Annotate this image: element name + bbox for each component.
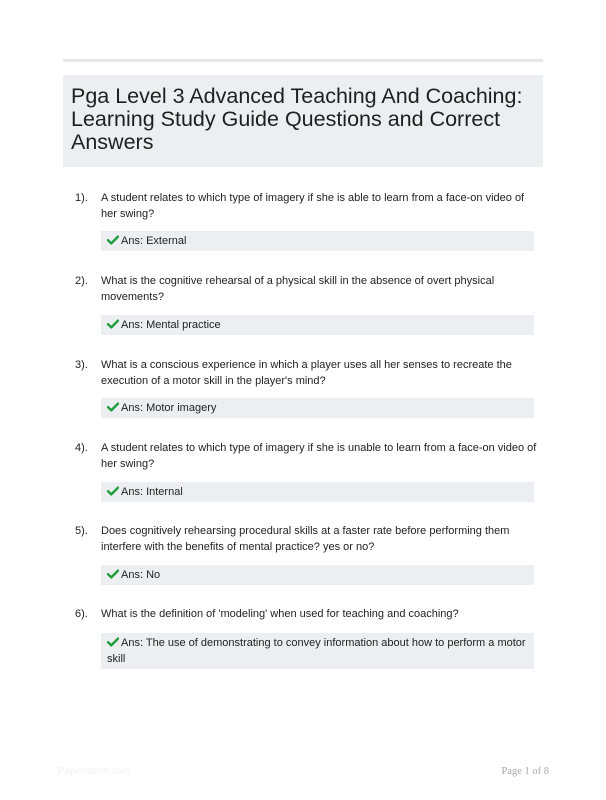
check-icon (107, 235, 119, 245)
answer-text: Ans: The use of demonstrating to convey information about how to perform a motor skill (107, 637, 526, 665)
answer-text: Ans: Mental practice (121, 319, 221, 331)
question-text: A student relates to which type of imagery if she is able to learn from a face-on video of her swing? (101, 192, 525, 220)
answer-box (101, 565, 534, 585)
answer-box (101, 482, 534, 502)
answer-text: Ans: No (121, 569, 161, 581)
page-indicator: Page 1 of 8 (501, 766, 549, 777)
document-title: Pga Level 3 Advanced Teaching And Coaching: Learning Study Guide Questions and Correct Answers (71, 84, 523, 154)
answer-box (101, 315, 534, 335)
answer-text: Ans: External (121, 235, 187, 247)
answer-box (101, 633, 534, 669)
check-icon (107, 319, 119, 329)
title-panel (63, 75, 543, 167)
question-number: 3). (75, 359, 88, 371)
question-text: What is the definition of 'modeling' when used for teaching and coaching? (101, 608, 459, 620)
question-text: What is the cognitive rehearsal of a physical skill in the absence of overt physical movements? (101, 275, 495, 303)
answer-text: Ans: Internal (121, 486, 183, 498)
question-number: 2). (75, 275, 88, 287)
answer-box (101, 231, 534, 251)
check-icon (107, 637, 119, 647)
question-number: 4). (75, 442, 88, 454)
check-icon (107, 569, 119, 579)
footer-watermark: Paperstime.com (58, 766, 131, 777)
top-divider (63, 59, 543, 62)
question-number: 5). (75, 525, 88, 537)
check-icon (107, 486, 119, 496)
question-number: 6). (75, 608, 88, 620)
question-text: What is a conscious experience in which a player uses all her senses to recreate the execution of a motor skill in the player's mind? (101, 359, 512, 387)
answer-box (101, 398, 534, 418)
question-number: 1). (75, 192, 88, 204)
check-icon (107, 402, 119, 412)
answer-text: Ans: Motor imagery (121, 402, 217, 414)
question-text: Does cognitively rehearsing procedural skills at a faster rate before performing them interfere with the benefits of mental practice? yes or no? (101, 525, 510, 553)
question-text: A student relates to which type of imagery if she is unable to learn from a face-on video of her swing? (101, 442, 537, 470)
